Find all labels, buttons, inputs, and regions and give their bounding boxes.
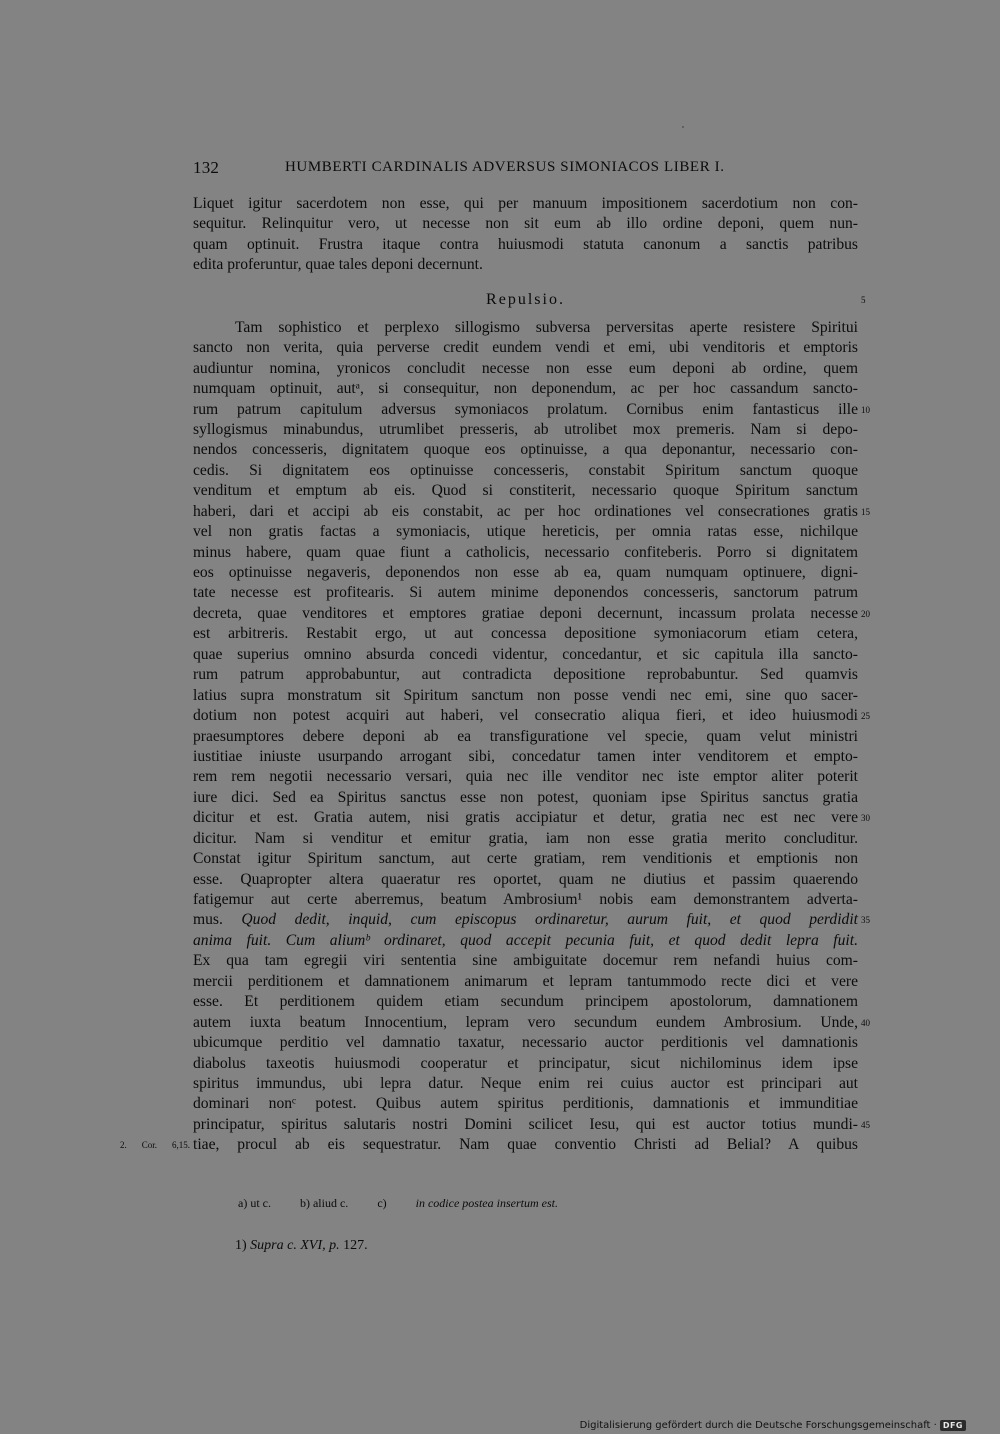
line-text: audiuntur nomina, yronicos concludit necesse non esse eum deponi ab ordine, quem bbox=[193, 359, 858, 377]
scan-speck bbox=[682, 126, 684, 128]
quotation: Quod dedit, inquid, cum episcopus ordinaretur, aurum fuit, et quod perdidit bbox=[241, 911, 858, 929]
text-line bbox=[193, 727, 858, 747]
text-line bbox=[193, 624, 858, 644]
text-line bbox=[193, 420, 858, 440]
line-text: principatur, spiritus salutaris nostri Domini scilicet Iesu, qui est auctor totius mundi- bbox=[193, 1115, 858, 1133]
text-line bbox=[193, 829, 858, 849]
line-number: 20 bbox=[861, 608, 870, 619]
line-text: dotium non potest acquiri aut haberi, vel consecratio aliqua fieri, et ideo huiusmodi bbox=[193, 707, 858, 725]
line-text: syllogismus minabundus, utrumlibet presseris, ab utrolibet mox premeris. Nam si depo- bbox=[193, 420, 858, 438]
line-text: rem rem negotii necessario versari, quia nec ille venditor nec iste emptor aliter poterit bbox=[193, 768, 858, 786]
text-line bbox=[193, 706, 870, 726]
line-text: dominari nonᶜ potest. Quibus autem spiritus perditionis, damnationis et immunditiae bbox=[193, 1095, 858, 1113]
text-line bbox=[193, 214, 858, 234]
text-line bbox=[193, 747, 858, 767]
text-line bbox=[193, 686, 858, 706]
text-line bbox=[193, 255, 858, 275]
line-text: sancto non verita, quia perverse credit eundem vendi et emi, ubi venditoris et emptoris bbox=[193, 339, 858, 357]
line-text: nendos concesseris, dignitatem quoque eos optinuisse, a qua deponantur, necessario con- bbox=[193, 441, 858, 459]
line-number: 35 bbox=[861, 915, 870, 926]
line-text: iustitiae iniuste usurpando arrogant sibi, concedatur tamen inter venditorem et empto- bbox=[193, 747, 858, 765]
line-number: 5 bbox=[861, 294, 868, 305]
text-line bbox=[193, 461, 858, 481]
line-text: cedis. Si dignitatem eos optinuisse concesseris, constabit Spiritum sanctum quoque bbox=[193, 461, 858, 479]
line-number: 15 bbox=[861, 506, 870, 517]
line-text: haberi, dari et accipi ab eis constabit, ac per hoc ordinationes vel consecrationes gratis bbox=[193, 502, 858, 520]
text-line bbox=[193, 359, 858, 379]
footnote-a: a) ut c. bbox=[238, 1196, 271, 1210]
line-text: est arbitreris. Restabit ergo, ut aut concessa depositione symoniacorum etiam cetera, bbox=[193, 625, 858, 643]
line-text: Tam sophistico et perplexo sillogismo subversa perversitas aperte resistere Spiritui bbox=[235, 318, 858, 336]
line-text: sequitur. Relinquitur vero, ut necesse non sit eum ab illo ordine deponi, quem nun- bbox=[193, 215, 858, 233]
line-text: quae superius omnino absurda concedi videntur, concedantur, et sic capitula illa sancto- bbox=[193, 645, 858, 663]
footnote-b: b) aliud c. bbox=[299, 1196, 349, 1210]
text-line bbox=[193, 522, 858, 542]
line-text: venditum et emptum ab eis. Quod si constiterit, necessario quoque Spiritum sanctum bbox=[193, 482, 858, 500]
text-line bbox=[193, 400, 870, 420]
line-text: Constat igitur Spiritum sanctum, aut certe gratiam, rem venditionis et emptionis non bbox=[193, 850, 858, 868]
line-text: edita proferuntur, quae tales deponi decernunt. bbox=[193, 256, 483, 274]
text-line bbox=[193, 767, 858, 787]
text-line bbox=[193, 318, 858, 338]
digitization-credit bbox=[580, 1420, 966, 1431]
line-number: 30 bbox=[861, 813, 870, 824]
line-text: numquam optinuit, autᵃ, si consequitur, non deponendum, ac per hoc cassandum sancto- bbox=[193, 380, 858, 398]
running-title: HUMBERTI CARDINALIS ADVERSUS SIMONIACOS LIBER I. bbox=[285, 159, 725, 175]
text-line bbox=[193, 604, 870, 624]
text-line bbox=[193, 338, 858, 358]
quotation: anima fuit. Cum aliumᵇ ordinaret, quod accepit pecunia fuit, et quod dedit lepra fuit. bbox=[193, 931, 858, 949]
line-text: mus. Quod dedit, inquid, cum episcopus ordinaretur, aurum fuit, et quod perdidit bbox=[193, 911, 858, 929]
text-line bbox=[193, 849, 858, 869]
text-line bbox=[193, 645, 858, 665]
text-line bbox=[193, 1094, 858, 1114]
line-number: 25 bbox=[861, 711, 870, 722]
text-line bbox=[193, 870, 858, 890]
line-text: minus habere, quam quae fiunt a catholicis, necessario confiteberis. Porro si dignitatem bbox=[193, 543, 858, 561]
line-text: esse. Quapropter altera quaeratur res oportet, quam ne diutius et passim quaerendo bbox=[193, 870, 858, 888]
line-text: Liquet igitur sacerdotem non esse, qui per manuum impositionem sacerdotium non con- bbox=[193, 195, 858, 212]
text-line bbox=[193, 992, 858, 1012]
line-number: 10 bbox=[861, 404, 870, 415]
text-line bbox=[193, 379, 858, 399]
text-line bbox=[193, 808, 870, 828]
line-number: 45 bbox=[861, 1119, 870, 1130]
footnotes bbox=[235, 1196, 838, 1253]
text-line bbox=[193, 1115, 870, 1135]
line-text: quam optinuit. Frustra itaque contra huiusmodi statuta canonum a sanctis patribus bbox=[193, 235, 858, 253]
source-note: 1) Supra c. XVI, p. 127. bbox=[235, 1238, 368, 1253]
marginal-reference: 2. Cor. 6,15. bbox=[120, 1140, 190, 1151]
line-text: eos optinuisse negaveris, deponendos non esse ab ea, quam numquam optinuere, digni- bbox=[193, 564, 858, 581]
text-line bbox=[193, 931, 858, 951]
text-line bbox=[193, 1033, 858, 1053]
line-text bbox=[193, 931, 858, 951]
line-number: 40 bbox=[861, 1017, 870, 1028]
text-line bbox=[193, 665, 858, 685]
main-text bbox=[120, 194, 870, 1156]
line-text: fatigemur aut certe aberremus, beatum Ambrosium¹ nobis eam demonstrantem adverta- bbox=[193, 891, 858, 908]
text-line bbox=[193, 890, 858, 910]
text-line bbox=[193, 543, 858, 563]
text-line bbox=[193, 910, 870, 930]
line-text: decreta, quae venditores et emptores gratiae deponi decernunt, incassum prolata necesse bbox=[193, 604, 858, 622]
text-line bbox=[193, 788, 858, 808]
text-line bbox=[193, 194, 858, 214]
page-number: 132 bbox=[193, 158, 220, 177]
text-line bbox=[193, 1074, 858, 1094]
line-text: vel non gratis factas a symoniacis, utique hereticis, per omnia ratas esse, nichilque bbox=[193, 523, 858, 541]
credit-text: Digitalisierung gefördert durch die Deutsche Forschungsgemeinschaft · bbox=[579, 1420, 937, 1431]
line-text: dicitur et est. Gratia autem, nisi gratis accipiatur et detur, gratia nec est nec vere bbox=[193, 809, 858, 827]
text-line bbox=[193, 972, 858, 992]
line-text: tate necesse est profitearis. Si autem minime deponendos concesseris, sanctorum patrum bbox=[193, 584, 858, 602]
critical-apparatus bbox=[238, 1196, 838, 1211]
line-text: esse. Et perditionem quidem etiam secundum principem apostolorum, damnationem bbox=[193, 993, 858, 1011]
line-text: praesumptores debere deponi ab ea transfiguratione vel specie, quam velut ministri bbox=[193, 727, 858, 745]
dfg-logo: DFG bbox=[940, 1420, 966, 1431]
text-line bbox=[193, 440, 858, 460]
text-line bbox=[193, 951, 858, 971]
line-text: dicitur. Nam si venditur et emitur gratia, iam non esse gratia merito concluditur. bbox=[193, 829, 858, 847]
section-heading: Repulsio. 5 bbox=[193, 276, 858, 318]
line-text: ubicumque perditio vel damnatio taxatur, necessario auctor perditionis vel damnationis bbox=[193, 1034, 858, 1052]
text-line bbox=[193, 583, 858, 603]
text-line bbox=[193, 1054, 858, 1074]
text-line bbox=[193, 1013, 870, 1033]
line-text: mercii perditionem et damnationem animarum et lepram tantummodo recte dici et vere bbox=[193, 972, 858, 990]
text-line bbox=[193, 502, 870, 522]
line-text: latius supra monstratum sit Spiritum sanctum non posse vendi nec emi, sine quo sacer- bbox=[193, 686, 858, 704]
line-text: tiae, procul ab eis sequestratur. Nam quae conventio Christi ad Belial? A quibus bbox=[193, 1136, 858, 1154]
line-text: diabolus taxeotis huiusmodi cooperatur et principatur, sicut nichilominus idem ipse bbox=[193, 1054, 858, 1072]
text-line bbox=[193, 235, 858, 255]
text-line bbox=[120, 1135, 858, 1155]
line-text: autem iuxta beatum Innocentium, lepram vero secundum eundem Ambrosium. Unde, bbox=[193, 1013, 858, 1031]
line-text: rum patrum approbabuntur, aut contradicta depositione reprobabuntur. Sed quamvis bbox=[193, 666, 858, 684]
footnote-c: c) in codice postea insertum est. bbox=[377, 1196, 558, 1210]
line-text: Ex qua tam egregii viri sententia sine ambiguitate docemur rem nefandi huius com- bbox=[193, 952, 858, 970]
text-line bbox=[193, 481, 858, 501]
line-text: rum patrum capitulum adversus symoniacos prolatum. Cornibus enim fantasticus ille bbox=[193, 400, 858, 418]
line-text: iure dici. Sed ea Spiritus sanctus esse non potest, quoniam ipse Spiritus sanctus gratia bbox=[193, 788, 858, 806]
text-line bbox=[193, 563, 858, 583]
line-text: spiritus immundus, ubi lepra datur. Neque enim rei cuius auctor est principari aut bbox=[193, 1074, 858, 1092]
